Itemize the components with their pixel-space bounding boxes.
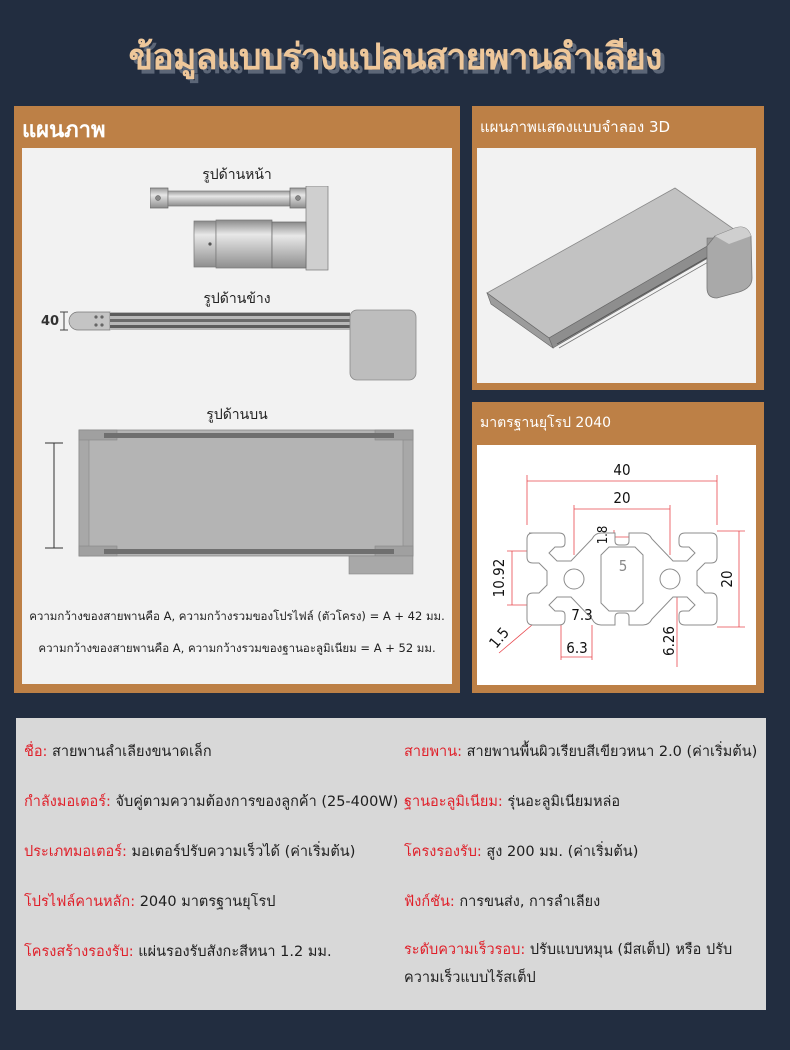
spec-item-aluminum-base [404, 788, 620, 816]
dim-wall: 1.5 [485, 623, 513, 652]
spec-key: ประเภทมอเตอร์: [24, 844, 127, 860]
dim-overall-width: 40 [613, 461, 631, 479]
spec-value: สายพานพื้นผิวเรียบสีเขียวหนา 2.0 (ค่าเริ่มต้น) [462, 744, 758, 760]
spec-value: สูง 200 มม. (ค่าเริ่มต้น) [481, 844, 639, 860]
spec-key: โปรไฟล์คานหลัก: [24, 894, 136, 910]
profile-panel-body [477, 445, 756, 685]
dim-slot-opening: 6.3 [566, 639, 588, 657]
model-3d-panel-body [477, 148, 756, 383]
spec-item-support-frame [404, 838, 638, 866]
spec-key: ชื่อ: [24, 744, 48, 760]
spec-key: โครงรองรับ: [404, 844, 482, 860]
side-view-drawing [60, 308, 420, 388]
dim-slot-lip: 1.8 [596, 525, 611, 545]
spec-value: ความเร็วแบบไร้สเต็ป [404, 970, 536, 986]
spec-key: กำลังมอเตอร์: [24, 794, 111, 810]
profile-panel-header: มาตรฐานยุโรป 2040 [480, 415, 612, 431]
spec-item-motor-power [24, 788, 398, 816]
spec-item-function [404, 888, 600, 916]
spec-key: ฐานอะลูมิเนียม: [404, 794, 503, 810]
spec-item-main-profile [24, 888, 275, 916]
drawing-panel-header: แผนภาพ [22, 117, 106, 143]
drawing-panel [14, 106, 460, 693]
spec-item-belt [404, 738, 757, 766]
dim-slot-neck: 6.26 [660, 625, 678, 657]
model-3d-panel-header: แผนภาพแสดงแบบจำลอง 3D [480, 118, 671, 136]
spec-value: แผ่นรองรับสังกะสีหนา 1.2 มม. [133, 944, 332, 960]
page-title: ข้อมูลแบบร่างแปลนสายพานลำเลียง [128, 37, 662, 78]
spec-key: ระดับความเร็วรอบ: [404, 942, 526, 958]
profile-2040-panel [472, 402, 764, 693]
spec-value: ปรับแบบหมุน (มีสเต็ป) หรือ ปรับ [525, 942, 733, 958]
drawing-panel-body [22, 148, 452, 684]
width-note-base: ความกว้างของสายพานคือ A, ความกว้างรวมของฐานอะลูมิเนียม = A + 52 มม. [38, 641, 436, 655]
front-view-drawing [150, 186, 332, 278]
spec-key: โครงสร้างรองรับ: [24, 944, 134, 960]
spec-value: สายพานลำเลียงขนาดเล็ก [47, 744, 212, 760]
front-view-label: รูปด้านหน้า [202, 167, 272, 183]
spec-key: สายพาน: [404, 744, 462, 760]
dim-slot-pitch: 20 [613, 489, 631, 507]
side-view-label: รูปด้านข้าง [203, 291, 271, 307]
spec-item-name [24, 738, 212, 766]
dim-slot-inner: 7.3 [571, 606, 593, 624]
spec-value: 2040 มาตรฐานยุโรป [135, 894, 276, 910]
spec-value: รุ่นอะลูมิเนียมหล่อ [502, 794, 621, 810]
width-note-profile: ความกว้างของสายพานคือ A, ความกว้างรวมของโปรไฟล์ (ตัวโครง) = A + 42 มม. [29, 609, 445, 623]
spec-value: จับคู่ตามความต้องการของลูกค้า (25-400W) [110, 794, 399, 810]
spec-value: การขนส่ง, การลำเลียง [454, 894, 601, 910]
spec-value: มอเตอร์ปรับความเร็วได้ (ค่าเริ่มต้น) [126, 844, 356, 860]
profile-2040-cross-section [477, 445, 756, 685]
top-view-label: รูปด้านบน [206, 407, 268, 423]
model-3d-panel [472, 106, 764, 390]
spec-item-support-structure [24, 938, 332, 966]
dim-center-hole: 5 [618, 557, 628, 575]
spec-item-motor-type [24, 838, 355, 866]
spec-key: ฟังก์ชัน: [404, 894, 455, 910]
dim-height: 20 [718, 570, 736, 588]
spec-item-speed-control [404, 936, 732, 964]
spec-box [16, 718, 766, 1010]
spec-item-speed-control-cont [404, 964, 536, 992]
side-view-dimension-label: 40 [41, 314, 60, 329]
conveyor-3d-model-image [477, 148, 756, 383]
dim-slot-depth: 10.92 [490, 558, 508, 598]
top-view-drawing [42, 428, 422, 578]
